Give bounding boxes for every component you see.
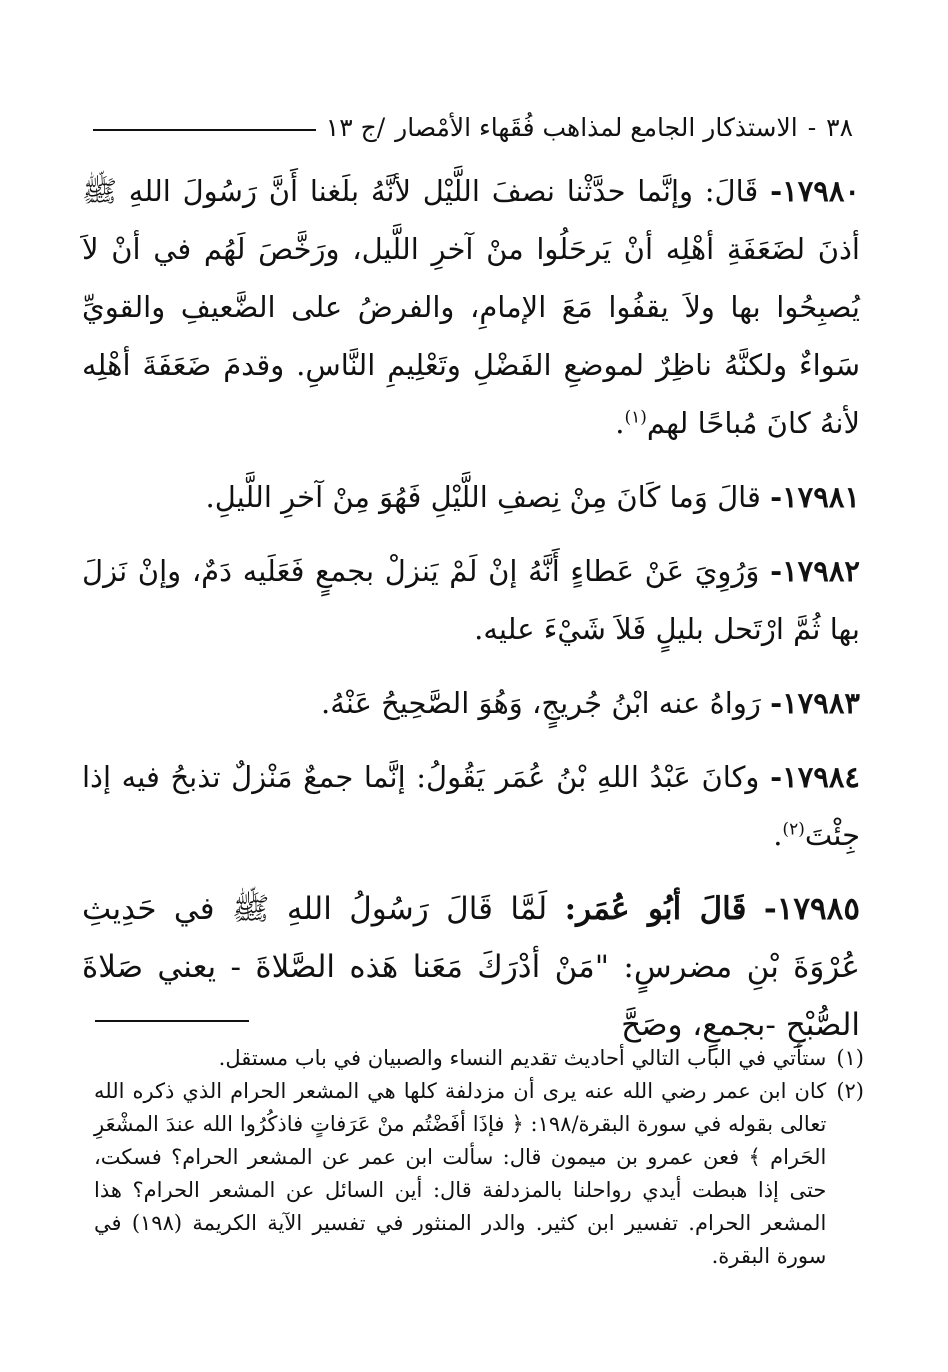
footnote-number: (١) [836, 1046, 864, 1070]
paragraph-text: قالَ وَما كَانَ مِنْ نِصفِ اللَّيْلِ فَهُوَ مِنْ آخرِ اللَّيلِ. [205, 480, 761, 514]
running-header [93, 102, 853, 152]
paragraph-number: ١٧٩٨٤- [770, 760, 861, 794]
footnote-2 [94, 1075, 864, 1273]
footnote-text: ستأتي في الباب التالي أحاديث تقديم النساء والصبيان في باب مستقل. [218, 1046, 827, 1070]
paragraph-number: ١٧٩٨٠- [770, 174, 861, 208]
paragraph-text: وكانَ عَبْدُ اللهِ بْنُ عُمَر يَقُولُ: إنَّما جمعٌ مَنْزلٌ تذبحُ فيه إذا جِئْتَ [82, 760, 860, 852]
paragraph-17980 [82, 162, 860, 452]
paragraph-end: . [773, 818, 783, 852]
paragraph-17984 [82, 748, 860, 864]
paragraph-17983 [82, 674, 860, 732]
main-text [82, 162, 860, 1070]
footnotes [94, 1042, 864, 1273]
paragraph-17982 [82, 542, 860, 658]
paragraph-17985 [82, 880, 860, 1054]
footnote-ref: (٢) [782, 819, 805, 840]
header-rule [93, 129, 316, 131]
page-number: ٣٨ [826, 112, 853, 142]
volume-label: /ج ١٣ [325, 112, 386, 142]
footnote-text: كان ابن عمر رضي الله عنه يرى أن مزدلفة كلها هي المشعر الحرام الذي ذكره الله تعالى بقوله في سورة البقرة/١٩٨: ﴿ فإذَا أفَضْتُم منْ عَرَفاتٍ فاذكُرُوا الله عندَ المشْعَرِ الحَرام ﴾ فعن عمرو بن ميمون قال: سألت ابن عمر عن المشعر الحرام؟ فسكت، حتى إذا هبطت أيدي رواحلنا بالمزدلفة قال: أين السائل عن المشعر الحرام؟ هذا المشعر الحرام. تفسير ابن كثير. والدر المنثور في تفسير الآية الكريمة (١٩٨) في سورة البقرة. [94, 1079, 827, 1268]
paragraph-number: ١٧٩٨٥- [763, 891, 860, 927]
paragraph-text: وَرُوِيَ عَنْ عَطاءٍ أَنَّهُ إنْ لَمْ يَنزلْ بجمعٍ فَعَلَيه دَمٌ، وإنْ نَزلَ بها ثُمَّ ارْتَحل بليلٍ فَلاَ شَيْءَ عليه. [82, 554, 860, 646]
footnote-number: (٢) [836, 1079, 864, 1103]
paragraph-text: قَالَ: وإنَّما حدَّثْنا نصفَ اللَّيْل لأنَّهُ بلَغنا أَنَّ رَسُولَ اللهِ ﷺ أذنَ لضَعَفَةِ أهْلِه أنْ يَرحَلُوا منْ آخرِ اللَّيل، ورَخَّصَ لَهُم في أنْ لاَ يُصبِحُوا بها ولاَ يقفُوا مَعَ الإمامِ، والفرضُ على الضَّعيفِ والقويِّ سَواءٌ ولكنَّهُ ناظِرٌ لموضعِ الفَضْلِ وتَعْلِيمِ النَّاسِ. وقدمَ ضَعَفَةَ أهْلِه لأنهُ كانَ مُباحًا لهم [82, 174, 860, 440]
paragraph-number: ١٧٩٨١- [770, 480, 860, 514]
paragraph-number: ١٧٩٨٣- [770, 686, 860, 720]
header-separator: - [807, 112, 817, 142]
paragraph-17981 [82, 468, 860, 526]
paragraph-number: ١٧٩٨٢- [770, 554, 860, 588]
paragraph-end: . [615, 406, 625, 440]
paragraph-text: رَواهُ عنه ابْنُ جُريجٍ، وَهُوَ الصَّحِيحُ عَنْهُ. [321, 686, 761, 720]
book-title: الاستذكار الجامع لمذاهب فُقَهاء الأمْصار [395, 112, 798, 142]
footnote-ref: (١) [624, 407, 647, 428]
footnote-separator [95, 1020, 249, 1022]
paragraph-text: لَمَّا قَالَ رَسُولُ اللهِ ﷺ في حَدِيثِ عُرْوَةَ بْنِ مضرسٍ: "مَنْ أدْرَكَ مَعَنا هَذه الصَّلاةَ - يعني صَلاةَ الصُّبْحِ -بجمعٍ، وصَحَّ [82, 891, 860, 1043]
footnote-1 [94, 1042, 864, 1075]
paragraph-lead: قَالَ أبُو عُمَر: [564, 891, 747, 927]
